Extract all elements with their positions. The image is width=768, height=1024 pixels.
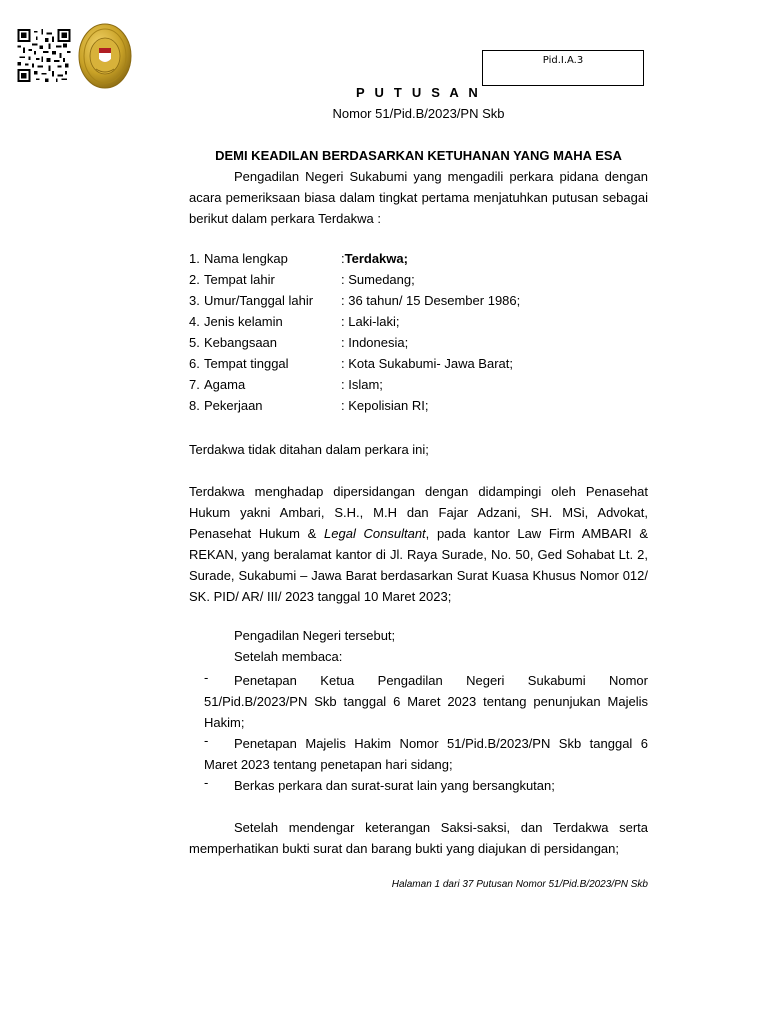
identity-value: 36 tahun/ 15 Desember 1986;: [348, 293, 521, 308]
identity-value: Islam;: [348, 377, 383, 392]
identity-number: 8.: [189, 398, 200, 413]
identity-row: [189, 398, 428, 419]
detention-paragraph: Terdakwa tidak ditahan dalam perkara ini;: [189, 442, 429, 457]
preamble-heading: DEMI KEADILAN BERDASARKAN KETUHANAN YANG MAHA ESA: [215, 148, 622, 163]
identity-label: Agama: [204, 377, 246, 392]
list-dash: -: [204, 733, 209, 748]
identity-separator: :: [341, 251, 345, 266]
identity-number: 1.: [189, 251, 200, 266]
list-dash: -: [204, 775, 209, 790]
identity-value: Terdakwa;: [344, 251, 408, 266]
identity-row: [189, 293, 520, 314]
identity-number: 5.: [189, 335, 200, 350]
list-item-rest: Ketua Pengadilan Negeri Sukabumi Nomor 51/Pid.B/2023/PN Skb tanggal 6 Maret 2023 tentang penunjukan Majelis Hakim;: [204, 673, 648, 730]
court-seal-icon: [78, 23, 132, 89]
identity-number: 4.: [189, 314, 200, 329]
closing-paragraph: Setelah mendengar keterangan Saksi-saksi, dan Terdakwa serta memperhatikan bukti surat dan barang bukti yang diajukan di persidangan;: [189, 820, 648, 856]
identity-separator: :: [341, 335, 349, 350]
intro-paragraph: Pengadilan Negeri Sukabumi yang mengadili perkara pidana dengan acara pemeriksaan biasa dalam tingkat pertama menjatuhkan putusan sebagai berikut dalam perkara Terdakwa :: [189, 169, 648, 226]
counsel-paragraph: [189, 481, 648, 607]
list-item-first-word: Penetapan: [234, 736, 297, 751]
list-dash: -: [204, 670, 209, 685]
identity-number: 7.: [189, 377, 200, 392]
identity-label: Kebangsaan: [204, 335, 278, 350]
identity-row: [189, 377, 383, 398]
list-item-rest: Majelis Hakim Nomor 51/Pid.B/2023/PN Skb tanggal 6 Maret 2023 tentang penetapan hari sidang;: [204, 736, 648, 772]
identity-row: [189, 314, 400, 335]
list-item-rest: perkara dan surat-surat lain yang bersangkutan;: [278, 778, 555, 793]
identity-label: Tempat lahir: [204, 272, 275, 287]
identity-number: 2.: [189, 272, 200, 287]
identity-value: Indonesia;: [348, 335, 409, 350]
identity-value: Sumedang;: [348, 272, 415, 287]
identity-separator: :: [341, 398, 349, 413]
identity-value: Kota Sukabumi- Jawa Barat;: [348, 356, 513, 371]
identity-number: 3.: [189, 293, 200, 308]
identity-separator: :: [341, 272, 349, 287]
document-code: Pid.I.A.3: [542, 55, 584, 66]
list-item-text: [204, 733, 648, 775]
list-item-first-word: Penetapan: [234, 673, 321, 688]
qr-code-icon: [15, 29, 73, 82]
identity-row: [189, 251, 408, 272]
identity-separator: :: [341, 314, 349, 329]
list-item-text: [204, 775, 648, 796]
identity-label: Tempat tinggal: [204, 356, 289, 371]
identity-value: Laki-laki;: [348, 314, 400, 329]
counsel-text-before: Terdakwa menghadap dipersidangan dengan didampingi oleh Penasehat Hukum yakni Ambari, S.H., M.H dan Fajar Adzani, SH. MSi, Advokat, Penasehat Hukum &: [189, 484, 648, 541]
identity-value: Kepolisian RI;: [348, 398, 429, 413]
document-code-box: [482, 50, 644, 86]
court-line: Pengadilan Negeri tersebut;: [234, 628, 396, 643]
identity-row: [189, 335, 408, 356]
list-item-first-word: Berkas: [234, 778, 275, 793]
counsel-text-after: , pada kantor Law Firm AMBARI & REKAN, yang beralamat kantor di Jl. Raya Surade, No. 50, Ged Sohabat Lt. 2, Surade, Sukabumi – Jawa Barat berdasarkan Surat Kuasa Khusus Nomor 012/ SK. PID/ AR/ III/ 2023 tanggal 10 Maret 2023;: [189, 526, 648, 604]
identity-separator: :: [341, 356, 349, 371]
document-title: P U T U S A N: [356, 85, 481, 100]
identity-label: Nama lengkap: [204, 251, 288, 266]
case-number: Nomor 51/Pid.B/2023/PN Skb: [332, 106, 505, 121]
identity-row: [189, 356, 513, 377]
identity-separator: :: [341, 293, 349, 308]
list-item-text: [204, 670, 648, 733]
identity-label: Umur/Tanggal lahir: [204, 293, 314, 308]
page-footer: Halaman 1 dari 37 Putusan Nomor 51/Pid.B/2023/PN Skb: [391, 879, 648, 890]
read-line: Setelah membaca:: [234, 649, 343, 664]
identity-number: 6.: [189, 356, 200, 371]
counsel-text-italic: Legal Consultant: [324, 526, 426, 541]
identity-separator: :: [341, 377, 349, 392]
identity-row: [189, 272, 415, 293]
identity-label: Jenis kelamin: [204, 314, 283, 329]
identity-label: Pekerjaan: [204, 398, 263, 413]
